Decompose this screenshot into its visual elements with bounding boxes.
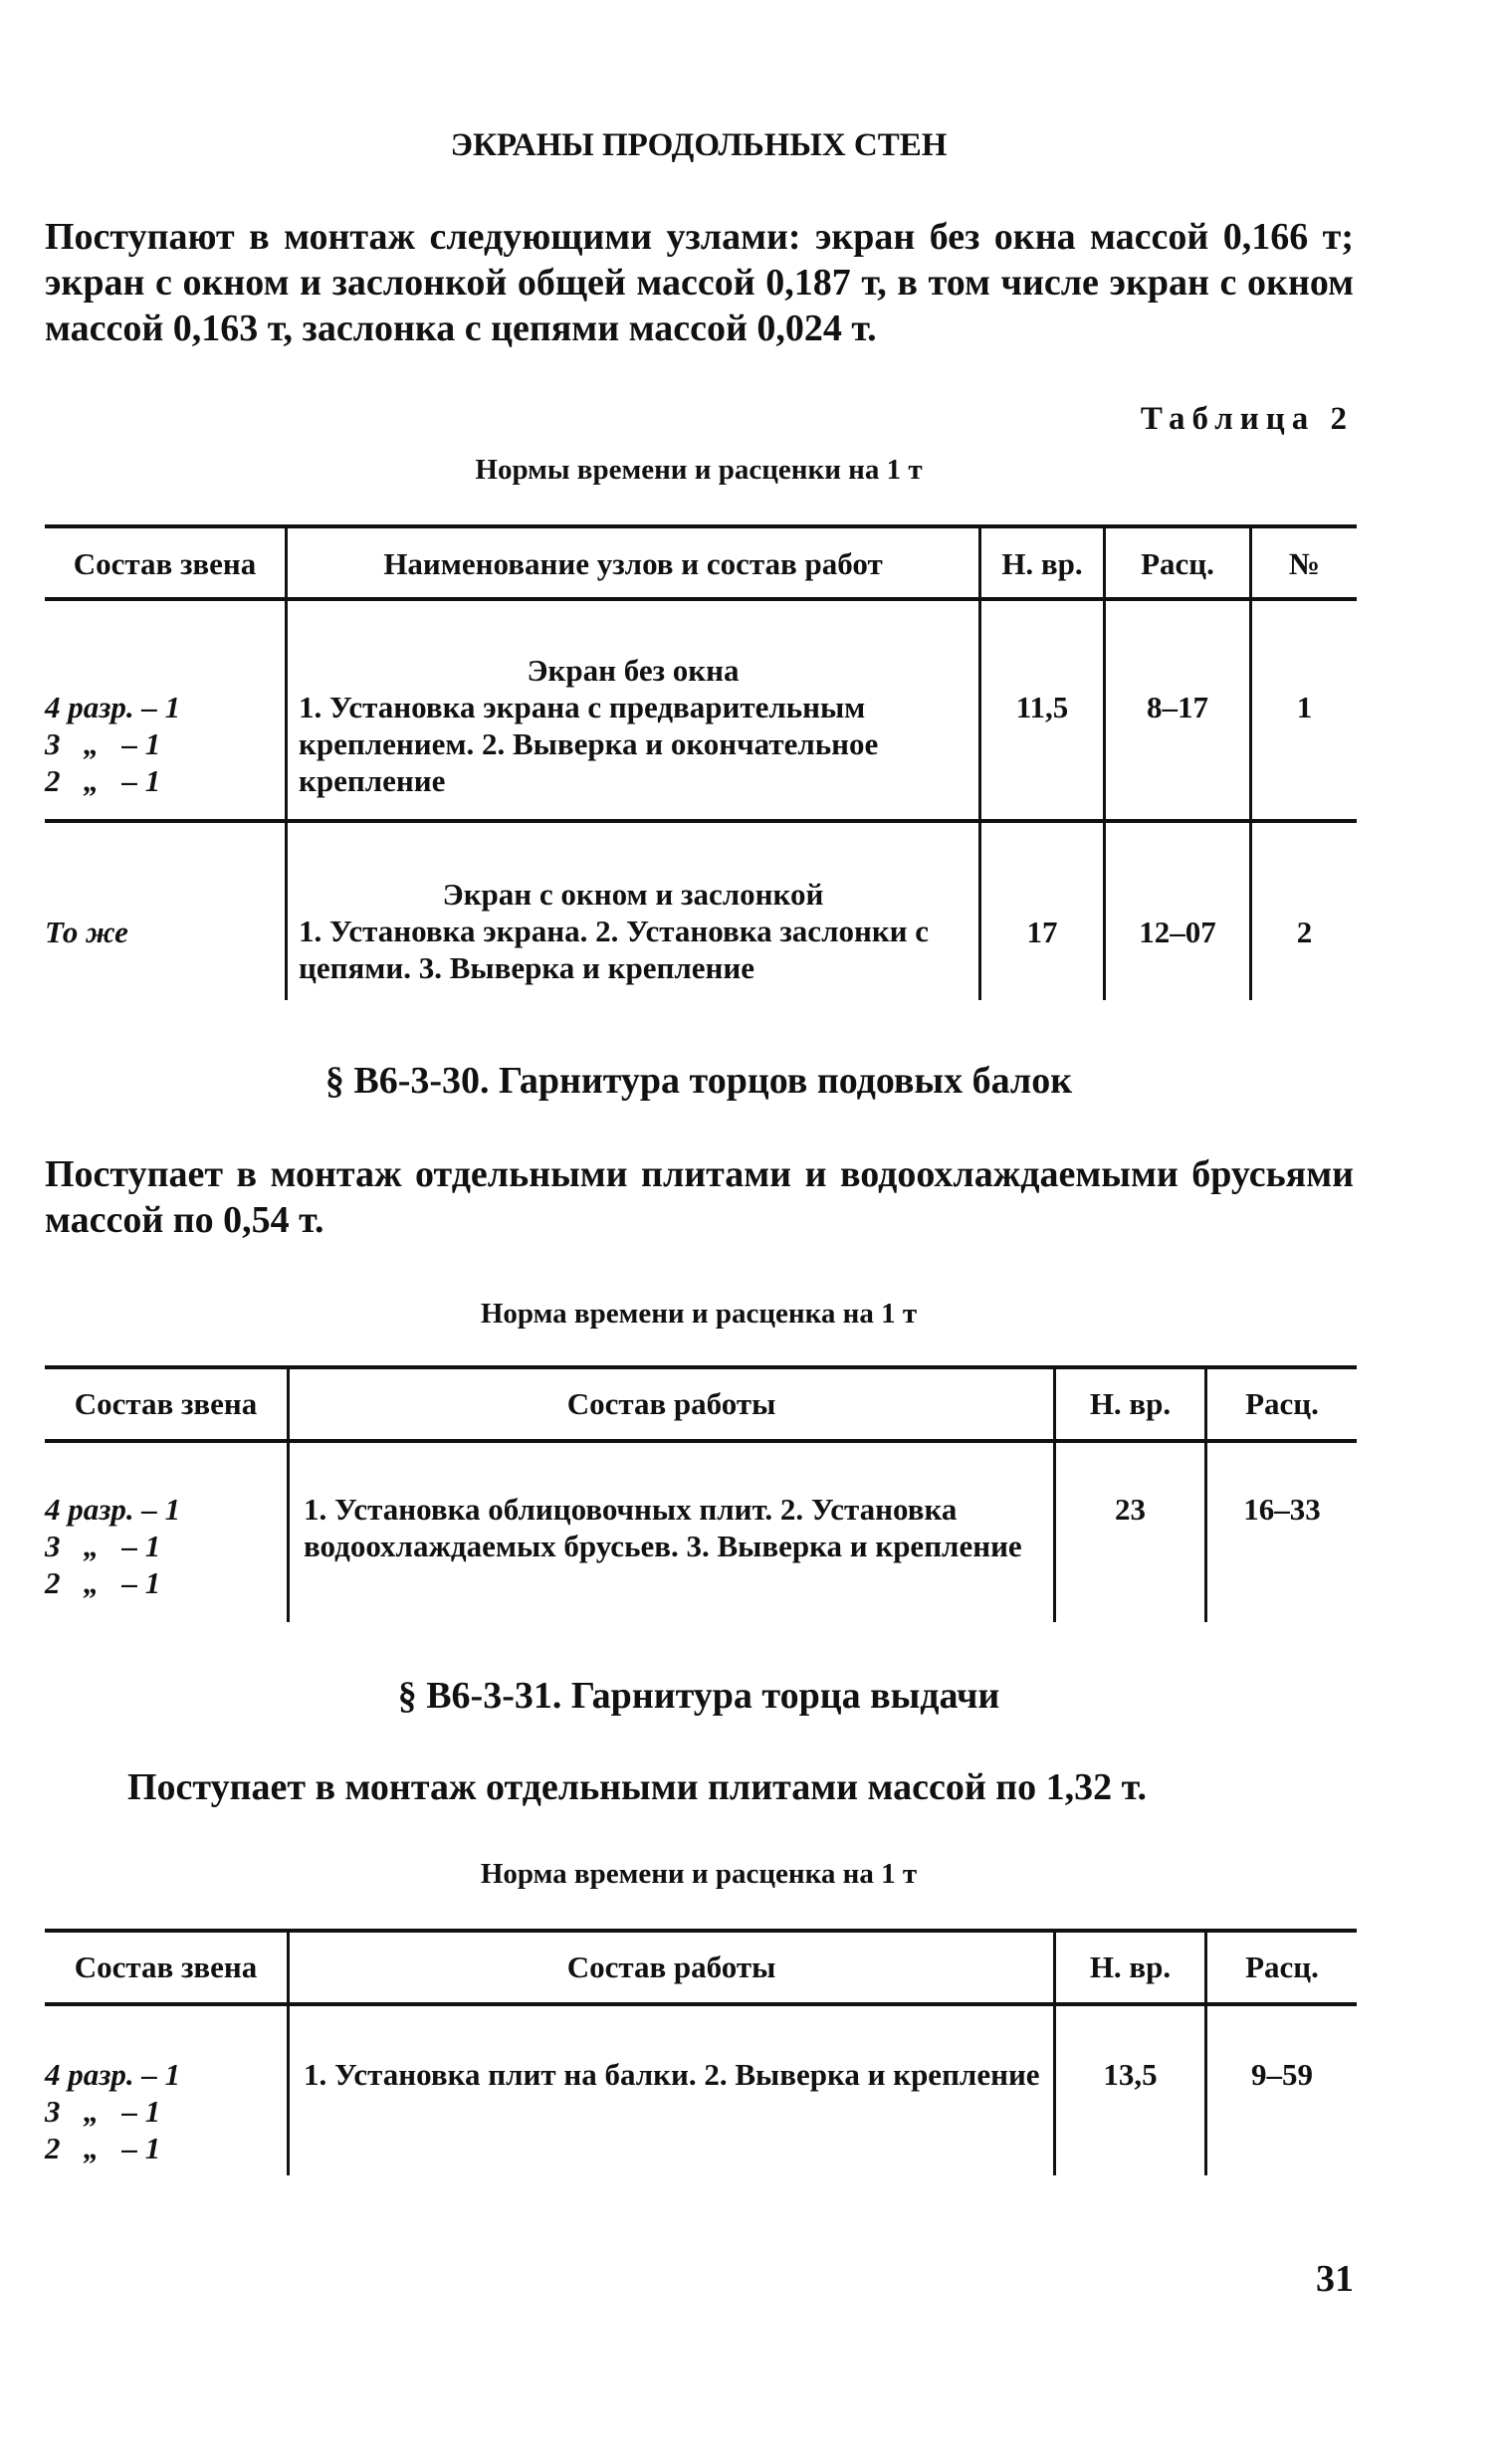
table-caption: Нормы времени и расценки на 1 т — [475, 454, 923, 486]
rate: 8–17 — [1147, 690, 1208, 724]
header-rate: Расц. — [1245, 1386, 1319, 1421]
section-paragraph: Поступает в монтаж отдельными плитами массой по 1,32 т. — [127, 1766, 1147, 1808]
header-crew: Состав звена — [74, 1386, 258, 1421]
header-time: Н. вр. — [1089, 1950, 1172, 1984]
intro-paragraph: Поступают в монтаж следующими узлами: экран без окна массой 0,166 т; экран с окном и заслонкой общей массой 0,187 т, в том числе экран с окном массой 0,163 т, заслонка с цепями массой 0,024 т. — [45, 216, 1354, 349]
node-title: Экран без окна — [527, 653, 740, 688]
row-number: 1 — [1296, 690, 1313, 724]
rate: 12–07 — [1139, 915, 1216, 949]
header-work: Состав работы — [566, 1950, 776, 1984]
work-description: 1. Установка облицовочных плит. 2. Установка водоохлаждаемых брусьев. 3. Выверка и крепление — [304, 1492, 1022, 1563]
table-label: Таблица 2 — [1140, 401, 1354, 437]
header-rate: Расц. — [1245, 1950, 1319, 1984]
row-number: 2 — [1296, 915, 1313, 949]
rate: 9–59 — [1251, 2057, 1313, 2092]
work-description: 1. Установка экрана с предварительным креплением. 2. Выверка и окончательное крепление — [299, 690, 879, 798]
time-norm: 17 — [1026, 915, 1058, 949]
section-heading: § В6-3-30. Гарнитура торцов подовых балок — [324, 1060, 1073, 1102]
section-heading: § В6-3-31. Гарнитура торца выдачи — [397, 1675, 1000, 1717]
crew-composition: То же — [45, 915, 128, 949]
header-crew: Состав звена — [73, 546, 257, 581]
page-number: 31 — [1316, 2258, 1354, 2300]
header-work: Состав работы — [566, 1386, 776, 1421]
work-description: 1. Установка плит на балки. 2. Выверка и крепление — [304, 2057, 1040, 2092]
node-title: Экран с окном и заслонкой — [442, 877, 824, 912]
section-title: ЭКРАНЫ ПРОДОЛЬНЫХ СТЕН — [450, 127, 948, 163]
header-time: Н. вр. — [1001, 546, 1083, 581]
header-work: Наименование узлов и состав работ — [383, 546, 883, 581]
time-norm: 23 — [1115, 1492, 1146, 1527]
time-norm: 11,5 — [1015, 690, 1069, 724]
header-number: № — [1288, 546, 1321, 581]
time-norm: 13,5 — [1103, 2057, 1158, 2092]
table-caption: Норма времени и расценка на 1 т — [480, 1858, 918, 1890]
crew-composition: 4 разр. – 1 3 „ – 1 2 „ – 1 — [45, 1492, 181, 1600]
crew-composition: 4 разр. – 1 3 „ – 1 2 „ – 1 — [45, 690, 181, 798]
work-description: 1. Установка экрана. 2. Установка заслонки с цепями. 3. Выверка и крепление — [299, 914, 930, 985]
crew-composition: 4 разр. – 1 3 „ – 1 2 „ – 1 — [45, 2057, 181, 2165]
header-rate: Расц. — [1141, 546, 1214, 581]
header-time: Н. вр. — [1089, 1386, 1172, 1421]
section-paragraph: Поступает в монтаж отдельными плитами и водоохлаждаемыми брусьями массой по 0,54 т. — [45, 1153, 1354, 1241]
table-caption: Норма времени и расценка на 1 т — [480, 1298, 918, 1330]
header-crew: Состав звена — [74, 1950, 258, 1984]
rate: 16–33 — [1243, 1492, 1321, 1527]
